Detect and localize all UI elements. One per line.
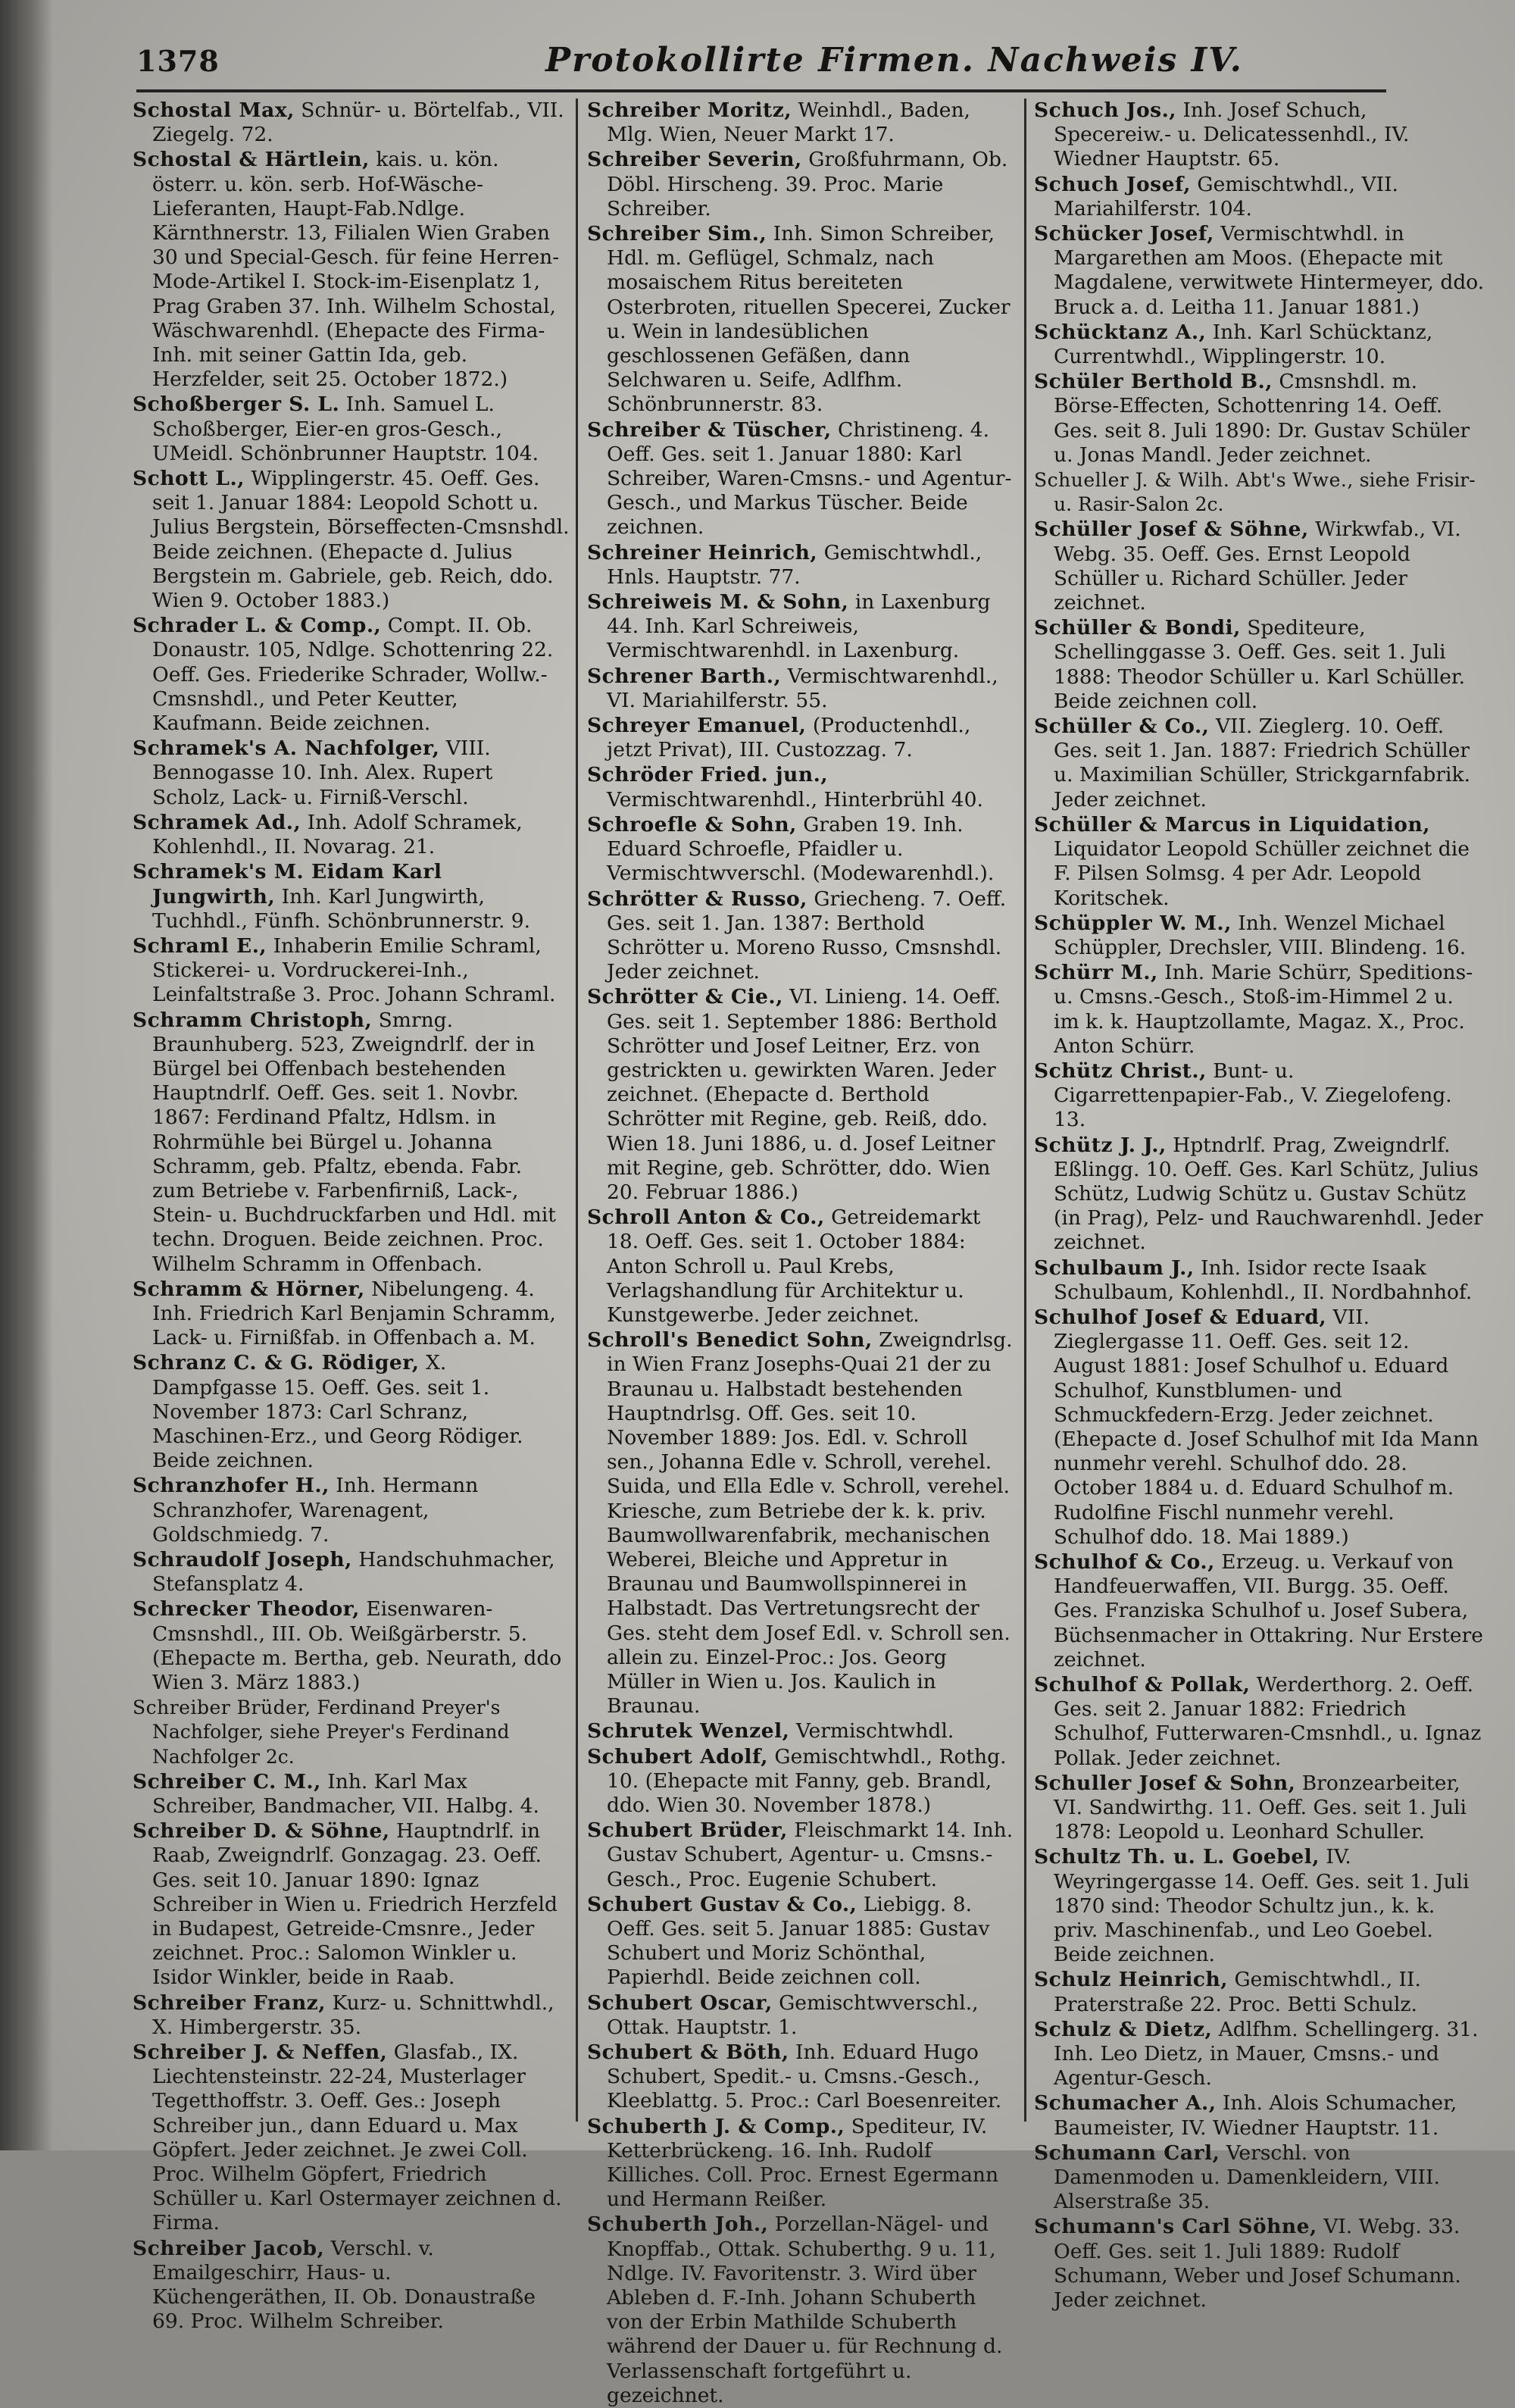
firm-entry	[1034, 912, 1485, 960]
firm-name: Schrader L. & Comp.,	[133, 614, 382, 638]
running-title: Protokollirte Firmen. Nachweis IV.	[545, 41, 1243, 80]
firm-details: Smrng. Braunhuberg. 523, Zweigndrlf. der in Bürgel bei Offenbach bestehenden Hauptndrlf. Oeff. Ges. seit 1. Novbr. 1867: Ferdinand Pfaltz, Hdlsm. in Rohrmühle bei Bürgel u. Johanna Schramm, geb. Pfaltz, ebenda. Fabr. zum Betriebe v. Farbenfirniß, Lack-, Stein- u. Buchdruckfarben und Hdl. mit techn. Droguen. Beide zeichnen. Proc. Wilhelm Schramm in Offenbach.	[152, 1008, 556, 1276]
firm-name: Schreiber Franz,	[133, 1991, 326, 2015]
firm-entry	[587, 1819, 1017, 1892]
firm-details: Inh. Marie Schürr, Speditions- u. Cmsns.-Gesch., Stoß-im-Himmel 2 u. im k. k. Hauptzollamte, Magaz. X., Proc. Anton Schürr.	[1054, 961, 1473, 1058]
firm-name: Schroll Anton & Co.,	[587, 1206, 825, 1230]
firm-details: siehe Frisir- u. Rasir-Salon 2c.	[1054, 469, 1476, 516]
firm-details: VIII. Bennogasse 10. Inh. Alex. Rupert Scholz, Lack- u. Firniß-Verschl.	[152, 736, 493, 809]
firm-name: Schreiber Brüder,	[133, 1697, 311, 1719]
firm-details: Glasfab., IX. Liechtensteinstr. 22-24, Musterlager Tegetthoffstr. 3. Oeff. Ges.: Joseph Schreiber jun., dann Eduard u. Max Göpfert. Jeder zeichnet. Je zwei Coll. Proc. Wilhelm Göpfert, Friedrich Schüller u. Karl Ostermayer zeichnen d. Firma.	[152, 2041, 562, 2235]
firm-name: Schürr M.,	[1034, 961, 1158, 985]
firm-entry	[587, 2115, 1017, 2213]
firm-entry	[133, 148, 570, 392]
firm-name: Schrötter & Cie.,	[587, 985, 783, 1009]
firm-details: Inh. Karl Max Schreiber, Bandmacher, VII. Halbg. 4.	[152, 1769, 539, 1819]
firm-name: Schraudolf Joseph,	[133, 1547, 352, 1571]
firm-details: Inh. Adolf Schramek, Kohlenhdl., II. Novarag. 21.	[152, 810, 523, 859]
firm-entry	[133, 1597, 570, 1695]
firm-entry	[587, 541, 1017, 589]
firm-details: Inh. Hermann Schranzhofer, Warenagent, Goldschmiedg. 7.	[152, 1474, 479, 1546]
firm-details: Ferdinand Preyer's Nachfolger, siehe Preyer's Ferdinand Nachfolger 2c.	[152, 1697, 510, 1768]
firm-details: Vermischtwhdl. in Margarethen am Moos. (Ehepacte mit Magdalene, verwitwete Hintermeyer, ddo. Bruck a. d. Leitha 11. Januar 1881.)	[1054, 222, 1485, 319]
firm-details: Eisenwaren-Cmsnshdl., III. Ob. Weißgärberstr. 5. (Ehepacte m. Bertha, geb. Neurath, ddo Wien 3. März 1883.)	[152, 1597, 562, 1694]
firm-entry	[1034, 961, 1485, 1059]
firm-entry	[587, 1745, 1017, 1819]
firm-details: Werderthorg. 2. Oeff. Ges. seit 2. Januar 1882: Friedrich Schulhof, Futterwaren-Cmsnhdl., u. Ignaz Pollak. Jeder zeichnet.	[1054, 1673, 1482, 1770]
firm-details: kais. u. kön. österr. u. kön. serb. Hof-Wäsche-Lieferanten, Haupt-Fab.Ndlge. Kärnthnerstr. 13, Filialen Wien Graben 30 und Special-Gesch. für feine Herren-Mode-Artikel I. Stock-im-Eisenplatz 1, Prag Graben 37. Inh. Wilhelm Schostal, Wäschwarenhdl. (Ehepacte des Firma-Inh. mit seiner Gattin Ida, geb. Herzfelder, seit 25. October 1872.)	[152, 148, 560, 392]
header-rule	[136, 89, 1386, 92]
firm-entry	[1034, 1968, 1485, 2016]
firm-entry	[133, 1819, 570, 1990]
firm-name: Schramek Ad.,	[133, 810, 301, 834]
firm-details: Weinhdl., Baden, Mlg. Wien, Neuer Markt 17.	[607, 99, 970, 147]
firm-details: Handschuhmacher, Stefansplatz 4.	[152, 1547, 555, 1596]
firm-name: Schreiweis M. & Sohn,	[587, 590, 849, 615]
firm-name: Schott L.,	[133, 467, 245, 491]
firm-entry	[133, 392, 570, 466]
firm-details: VII. Zieglerg. 10. Oeff. Ges. seit 1. Jan. 1887: Friedrich Schüller u. Maximilian Schüller, Strickgarnfabrik. Jeder zeichnet.	[1054, 715, 1471, 812]
firm-name: Schramm & Hörner,	[133, 1277, 365, 1301]
firm-entry	[587, 590, 1017, 664]
firm-entry	[1034, 1256, 1485, 1305]
cross-reference-entry	[133, 1696, 570, 1769]
firm-entry	[133, 1009, 570, 1277]
firm-name: Schüller & Marcus in Liquidation,	[1034, 812, 1430, 837]
firm-details: Bronzearbeiter, VI. Sandwirthg. 11. Oeff. Ges. seit 1. Juli 1878: Leopold u. Leonhard Schuller.	[1054, 1771, 1467, 1844]
firm-entry	[587, 148, 1017, 221]
cross-reference-entry	[1034, 468, 1485, 517]
firm-entry	[1034, 518, 1485, 615]
firm-details: Nibelungeng. 4. Inh. Friedrich Karl Benjamin Schramm, Lack- u. Firnißfab. in Offenbach a. M.	[152, 1277, 556, 1350]
firm-details: Erzeug. u. Verkauf von Handfeuerwaffen, VII. Burgg. 35. Oeff. Ges. Franziska Schulhof u. Josef Subera, Büchsenmacher in Ottakring. Nur Erstere zeichnet.	[1054, 1550, 1483, 1672]
firm-details: Spediteure, Schellinggasse 3. Oeff. Ges. seit 1. Juli 1888: Theodor Schüller u. Karl Schüller. Beide zeichnen coll.	[1054, 616, 1466, 713]
firm-name: Schubert Brüder,	[587, 1819, 788, 1843]
firm-name: Schüppler W. M.,	[1034, 911, 1232, 935]
firm-entry	[1034, 321, 1485, 369]
page-edge-shadow	[0, 0, 53, 2150]
firm-name: Schulhof Josef & Eduard,	[1034, 1305, 1327, 1329]
firm-name: Schreyer Emanuel,	[587, 714, 807, 738]
firm-details: VI. Linieng. 14. Oeff. Ges. seit 1. September 1886: Berthold Schrötter und Josef Leitner, Erz. von gestrickten u. gewirkten Waren. Jeder zeichnet. (Ehepacte d. Berthold Schrötter mit Regine, geb. Reiß, ddo. Wien 18. Juni 1886, u. d. Josef Leitner mit Regine, geb. Schrötter, ddo. Wien 20. Februar 1886.)	[607, 985, 1001, 1204]
firm-details: VII. Zieglergasse 11. Oeff. Ges. seit 12. August 1881: Josef Schulhof u. Eduard Schulhof, Kunstblumen- und Schmuckfedern-Erzg. Jeder zeichnet. (Ehepacte d. Josef Schulhof mit Ida Mann nunmehr verehl. Schulhof ddo. 28. October 1884 u. d. Eduard Schulhof m. Rudolfine Fischl nunmehr verehl. Schulhof ddo. 18. Mai 1889.)	[1054, 1305, 1479, 1549]
firm-entry	[133, 934, 570, 1008]
firm-details: Großfuhrmann, Ob. Döbl. Hirscheng. 39. Proc. Marie Schreiber.	[607, 148, 1008, 220]
firm-entry	[587, 887, 1017, 985]
firm-entry	[133, 860, 570, 933]
firm-entry	[133, 614, 570, 736]
firm-name: Schumann's Carl Söhne,	[1034, 2215, 1317, 2239]
firm-entry	[133, 1277, 570, 1351]
firm-details: Compt. II. Ob. Donaustr. 105, Ndlge. Schottenring 22. Oeff. Ges. Friederike Schrader, Wollw.-Cmsnshdl., und Peter Keutter, Kaufmann. Beide zeichnen.	[152, 614, 554, 736]
firm-entry	[1034, 1306, 1485, 1550]
firm-name: Schütz J. J.,	[1034, 1133, 1167, 1157]
firm-entry	[587, 714, 1017, 762]
firm-name: Schultz Th. u. L. Goebel,	[1034, 1845, 1320, 1869]
firm-entry	[587, 99, 1017, 147]
page-number: 1378	[136, 44, 220, 78]
firm-name: Schrötter & Russo,	[587, 887, 807, 911]
firm-details: Schnür- u. Börtelfab., VII. Ziegelg. 72.	[152, 99, 564, 147]
firm-details: Verschl. von Damenmoden u. Damenkleidern, VIII. Alserstraße 35.	[1054, 2141, 1440, 2214]
firm-entry	[1034, 2141, 1485, 2215]
firm-entry	[587, 222, 1017, 417]
firm-details: in Laxenburg 44. Inh. Karl Schreiweis, Vermischtwarenhdl. in Laxenburg.	[607, 590, 991, 663]
firm-name: Schrecker Theodor,	[133, 1597, 360, 1621]
firm-details: Christineng. 4. Oeff. Ges. seit 1. Januar 1880: Karl Schreiber, Waren-Cmsns.- und Agentur-Gesch., und Markus Tüscher. Beide zeichnen.	[607, 417, 1012, 539]
firm-entry	[1034, 222, 1485, 320]
firm-entry	[133, 1991, 570, 2040]
firm-name: Schüller Josef & Söhne,	[1034, 518, 1309, 542]
firm-entry	[587, 665, 1017, 713]
firm-name: Schumann Carl,	[1034, 2141, 1220, 2165]
firm-entry	[587, 1719, 1017, 1743]
firm-entry	[133, 1474, 570, 1547]
firm-entry	[587, 763, 1017, 812]
firm-details: IV. Weyringergasse 14. Oeff. Ges. seit 1. Juli 1870 sind: Theodor Schultz jun., k. k. priv. Maschinenfab., und Leo Goebel. Beide zeichnen.	[1054, 1845, 1470, 1967]
firm-entry	[1034, 715, 1485, 812]
firm-name: Schuberth J. & Comp.,	[587, 2114, 845, 2138]
firm-details: Cmsnshdl. m. Börse-Effecten, Schottenring 14. Oeff. Ges. seit 8. Juli 1890: Dr. Gustav Schüler u. Jonas Mandl. Jeder zeichnet.	[1054, 370, 1470, 467]
firm-entry	[587, 2041, 1017, 2114]
firm-details: Gemischtwverschl., Ottak. Hauptstr. 1.	[607, 1991, 979, 2039]
firm-name: Schreiber & Tüscher,	[587, 417, 832, 442]
firm-name: Schumacher A.,	[1034, 2091, 1217, 2116]
firm-entry	[1034, 1845, 1485, 1967]
firm-entry	[133, 1351, 570, 1473]
firm-name: Schoßberger S. L.	[133, 392, 340, 417]
firm-details: Liquidator Leopold Schüller zeichnet die F. Pilsen Solmsg. 4 per Adr. Leopold Koritschek.	[1054, 837, 1470, 910]
firm-name: Schulz & Dietz,	[1034, 2017, 1213, 2041]
firm-name: Schubert Gustav & Co.,	[587, 1892, 857, 1916]
firm-name: Schüler Berthold B.,	[1034, 370, 1273, 394]
firm-entry	[1034, 1059, 1485, 1133]
firm-details: Inh. Eduard Hugo Schubert, Spedit.- u. Cmsns.-Gesch., Kleeblattg. 5. Proc.: Carl Boesenreiter.	[607, 2041, 1002, 2113]
firm-name: Schüller & Bondi,	[1034, 616, 1241, 640]
firm-entry	[1034, 1550, 1485, 1672]
firm-details: Vermischtwhdl.	[789, 1719, 954, 1743]
firm-entry	[587, 1206, 1017, 1328]
firm-details: Hauptndrlf. in Raab, Zweigndrlf. Gonzagag. 23. Oeff. Ges. seit 10. Januar 1890: Ignaz Schreiber in Wien u. Friedrich Herzfeld in Budapest, Getreide-Cmsnre., Jeder zeichnet. Proc.: Salomon Winkler u. Isidor Winkler, beide in Raab.	[152, 1819, 558, 1990]
firm-entry	[587, 1991, 1017, 2040]
firm-details: Gemischtwhdl., Hnls. Hauptstr. 77.	[607, 540, 982, 589]
firm-entry	[133, 736, 570, 810]
firm-details: VI. Webg. 33. Oeff. Ges. seit 1. Juli 1889: Rudolf Schumann, Weber und Josef Schumann. Jeder zeichnet.	[1054, 2215, 1461, 2313]
firm-name: Schuller Josef & Sohn,	[1034, 1771, 1296, 1795]
firm-details: Gemischtwhdl., VII. Mariahilferstr. 104.	[1054, 172, 1398, 220]
firm-details: Bunt- u. Cigarrettenpapier-Fab., V. Ziegelofeng. 13.	[1054, 1059, 1452, 1132]
column-3	[1034, 99, 1485, 2313]
firm-details: Liebigg. 8. Oeff. Ges. seit 5. Januar 1885: Gustav Schubert und Moriz Schönthal, Papierhdl. Beide zeichnen coll.	[607, 1892, 990, 1990]
firm-details: Adlfhm. Schellingerg. 31. Inh. Leo Dietz, in Mauer, Cmsns.- und Agentur-Gesch.	[1054, 2017, 1479, 2091]
firm-name: Schreiber D. & Söhne,	[133, 1819, 390, 1844]
firm-details: Hptndrlf. Prag, Zweigndrlf. Eßlingg. 10. Oeff. Ges. Karl Schütz, Julius Schütz, Ludwig Schütz u. Gustav Schütz (in Prag), Pelz- und Rauchwarenhdl. Jeder zeichnet.	[1054, 1133, 1483, 1255]
firm-details: Zweigndrlsg. in Wien Franz Josephs-Quai 21 der zu Braunau u. Halbstadt bestehenden Hauptndrlsg. Off. Ges. seit 10. November 1889: Jos. Edl. v. Schroll sen., Johanna Edle v. Schroll, verehel. Suida, und Ella Edle v. Schroll, verehel. Kriesche, zum Betriebe der k. k. priv. Baumwollwarenfabrik, mechanischen Weberei, Bleiche und Appretur in Braunau und Baumwollspinnerei in Halbstadt. Das Vertretungsrecht der Ges. steht dem Josef Edl. v. Schroll sen. allein zu. Einzel-Proc.: Jos. Georg Müller in Wien u. Jos. Kaulich in Braunau.	[607, 1328, 1013, 1718]
firm-entry	[133, 467, 570, 613]
firm-name: Schulbaum J.,	[1034, 1256, 1195, 1280]
firm-name: Schubert Adolf,	[587, 1744, 768, 1768]
firm-details: Wirkwfab., VI. Webg. 35. Oeff. Ges. Ernst Leopold Schüller u. Richard Schüller. Jeder zeichnet.	[1054, 518, 1461, 615]
firm-name: Schreiner Heinrich,	[587, 540, 818, 564]
firm-entry	[1034, 370, 1485, 468]
firm-details: Inh. Isidor recte Isaak Schulbaum, Kohlenhdl., II. Nordbahnhof.	[1054, 1256, 1473, 1304]
column-2	[587, 99, 1017, 2407]
firm-details: Vermischtwarenhdl., VI. Mariahilferstr. 55.	[607, 664, 998, 712]
firm-name: Schuberth Joh.,	[587, 2213, 769, 2237]
firm-details: Inh. Wenzel Michael Schüppler, Drechsler, VIII. Blindeng. 16.	[1054, 911, 1467, 959]
firm-name: Schroefle & Sohn,	[587, 812, 797, 837]
firm-entry	[1034, 2091, 1485, 2140]
firm-entry	[1034, 813, 1485, 911]
firm-name: Schroll's Benedict Sohn,	[587, 1328, 873, 1353]
firm-details: Gemischtwhdl., Rothg. 10. (Ehepacte mit Fanny, geb. Brandl, ddo. Wien 30. November 1878.)	[607, 1744, 1007, 1818]
firm-name: Schramm Christoph,	[133, 1008, 373, 1032]
firm-name: Schütz Christ.,	[1034, 1059, 1207, 1083]
column-1	[133, 99, 570, 2334]
firm-entry	[587, 1893, 1017, 1991]
firm-entry	[1034, 1134, 1485, 1256]
firm-name: Schraml E.,	[133, 933, 267, 958]
firm-entry	[1034, 1772, 1485, 1845]
firm-name: Schreiber Sim.,	[587, 222, 767, 246]
firm-details: Inhaberin Emilie Schraml, Stickerei- u. Vordruckerei-Inh., Leinfaltstraße 3. Proc. Johann Schraml.	[152, 933, 556, 1007]
firm-name: Schreiber Severin,	[587, 148, 802, 172]
firm-name: Schreiber Jacob,	[133, 2236, 325, 2260]
firm-name: Schranz C. & G. Rödiger,	[133, 1351, 420, 1375]
firm-details: Gemischtwhdl., II. Praterstraße 22. Proc. Betti Schulz.	[1054, 1968, 1421, 2016]
firm-details: Getreidemarkt 18. Oeff. Ges. seit 1. October 1884: Anton Schroll u. Paul Krebs, Verlagshandlung für Architektur u. Kunstgewerbe. Jeder zeichnet.	[607, 1206, 981, 1327]
firm-entry	[133, 1770, 570, 1819]
page-header	[136, 39, 1386, 92]
column-divider	[576, 99, 578, 2122]
firm-name: Schostal Max,	[133, 99, 295, 122]
firm-entry	[133, 99, 570, 147]
firm-entry	[133, 2041, 570, 2236]
firm-details: Griecheng. 7. Oeff. Ges. seit 1. Jan. 1387: Berthold Schrötter u. Moreno Russo, Cmsnshdl. Jeder zeichnet.	[607, 887, 1007, 984]
firm-name: Schubert & Böth,	[587, 2041, 789, 2065]
firm-entry	[133, 811, 570, 859]
firm-entry	[1034, 616, 1485, 714]
firm-name: Schücktanz A.,	[1034, 320, 1207, 344]
column-divider	[1024, 99, 1026, 2122]
firm-details: Inh. Simon Schreiber, Hdl. m. Geflügel, Schmalz, nach mosaischem Ritus bereiteten Osterbroten, rituellen Specerei, Zucker u. Wein in landesüblichen geschlossenen Gefäßen, dann Selchwaren u. Seife, Adlfhm. Schönbrunnerstr. 83.	[607, 222, 1011, 417]
firm-name: Schulz Heinrich,	[1034, 1968, 1229, 1992]
firm-details: (Productenhdl., jetzt Privat), III. Custozzag. 7.	[607, 714, 971, 762]
firm-name: Schramek's M. Eidam Karl Jungwirth,	[133, 860, 442, 908]
firm-name: Schücker Josef,	[1034, 222, 1214, 246]
firm-details: Verschl. v. Emailgeschirr, Haus- u. Küchengeräthen, II. Ob. Donaustraße 69. Proc. Wilhelm Schreiber.	[152, 2236, 536, 2334]
firm-name: Schranzhofer H.,	[133, 1474, 330, 1498]
firm-entry	[587, 1328, 1017, 1718]
firm-details: Graben 19. Inh. Eduard Schroefle, Pfaidler u. Vermischtwverschl. (Modewarenhdl.).	[607, 812, 995, 886]
firm-details: Inh. Samuel L. Schoßberger, Eier-en gros-Gesch., UMeidl. Schönbrunner Hauptstr. 104.	[152, 392, 539, 465]
firm-name: Schreiber Moritz,	[587, 99, 792, 122]
firm-name: Schrener Barth.,	[587, 664, 782, 688]
firm-entry	[133, 2237, 570, 2335]
firm-name: Schubert Oscar,	[587, 1991, 773, 2015]
firm-entry	[587, 2213, 1017, 2408]
firm-name: Schramek's A. Nachfolger,	[133, 736, 440, 761]
firm-details: Inh. Karl Jungwirth, Tuchhdl., Fünfh. Schönbrunnerstr. 9.	[152, 884, 531, 933]
firm-details: Spediteur, IV. Ketterbrückeng. 16. Inh. Rudolf Killiches. Coll. Proc. Ernest Egermann und Hermann Reißer.	[607, 2114, 999, 2212]
firm-name: Schreiber J. & Neffen,	[133, 2041, 388, 2065]
firm-name: Schulhof & Co.,	[1034, 1550, 1215, 1574]
firm-entry	[587, 418, 1017, 540]
firm-entry	[587, 985, 1017, 1205]
firm-details: Vermischtwarenhdl., Hinterbrühl 40.	[607, 787, 983, 812]
firm-entry	[1034, 1673, 1485, 1771]
firm-details: Fleischmarkt 14. Inh. Gustav Schubert, Agentur- u. Cmsns.-Gesch., Proc. Eugenie Schubert.	[607, 1819, 1014, 1891]
firm-entry	[1034, 173, 1485, 221]
firm-name: Schrutek Wenzel,	[587, 1719, 790, 1743]
firm-name: Schreiber C. M.,	[133, 1769, 321, 1793]
firm-name: Schuch Jos.,	[1034, 99, 1177, 122]
firm-entry	[133, 1548, 570, 1596]
firm-name: Schröder Fried. jun.,	[587, 763, 829, 787]
firm-entry	[1034, 2215, 1485, 2313]
firm-entry	[587, 813, 1017, 887]
firm-name: Schulhof & Pollak,	[1034, 1673, 1251, 1697]
firm-details: X. Dampfgasse 15. Oeff. Ges. seit 1. November 1873: Carl Schranz, Maschinen-Erz., und Georg Rödiger. Beide zeichnen.	[152, 1351, 523, 1473]
firm-name: Schostal & Härtlein,	[133, 148, 370, 172]
firm-details: Kurz- u. Schnittwhdl., X. Himbergerstr. 35.	[152, 1991, 554, 2039]
firm-details: Inh. Karl Schücktanz, Currentwhdl., Wipplingerstr. 10.	[1054, 320, 1433, 369]
firm-entry	[1034, 2018, 1485, 2091]
firm-name: Schuch Josef,	[1034, 172, 1191, 196]
firm-details: Wipplingerstr. 45. Oeff. Ges. seit 1. Januar 1884: Leopold Schott u. Julius Bergstein, Börseffecten-Cmsnshdl. Beide zeichnen. (Ehepacte d. Julius Bergstein m. Gabriele, geb. Reich, ddo. Wien 9. October 1883.)	[152, 467, 570, 613]
firm-details: Inh. Josef Schuch, Specereiw.- u. Delicatessenhdl., IV. Wiedner Hauptstr. 65.	[1054, 99, 1410, 171]
firm-details: Porzellan-Nägel- und Knopffab., Ottak. Schuberthg. 9 u. 11, Ndlge. IV. Favoritenstr. 3. Wird über Ableben d. F.-Inh. Johann Schuberth von der Erbin Mathilde Schuberth während der Dauer u. für Rechnung d. Verlassenschaft fortgeführt u. gezeichnet.	[607, 2213, 1003, 2407]
firm-name: Schueller J. & Wilh. Abt's Wwe.,	[1034, 469, 1354, 492]
firm-details: Inh. Alois Schumacher, Baumeister, IV. Wiedner Hauptstr. 11.	[1054, 2091, 1457, 2140]
firm-name: Schüller & Co.,	[1034, 715, 1210, 739]
firm-entry	[1034, 99, 1485, 172]
